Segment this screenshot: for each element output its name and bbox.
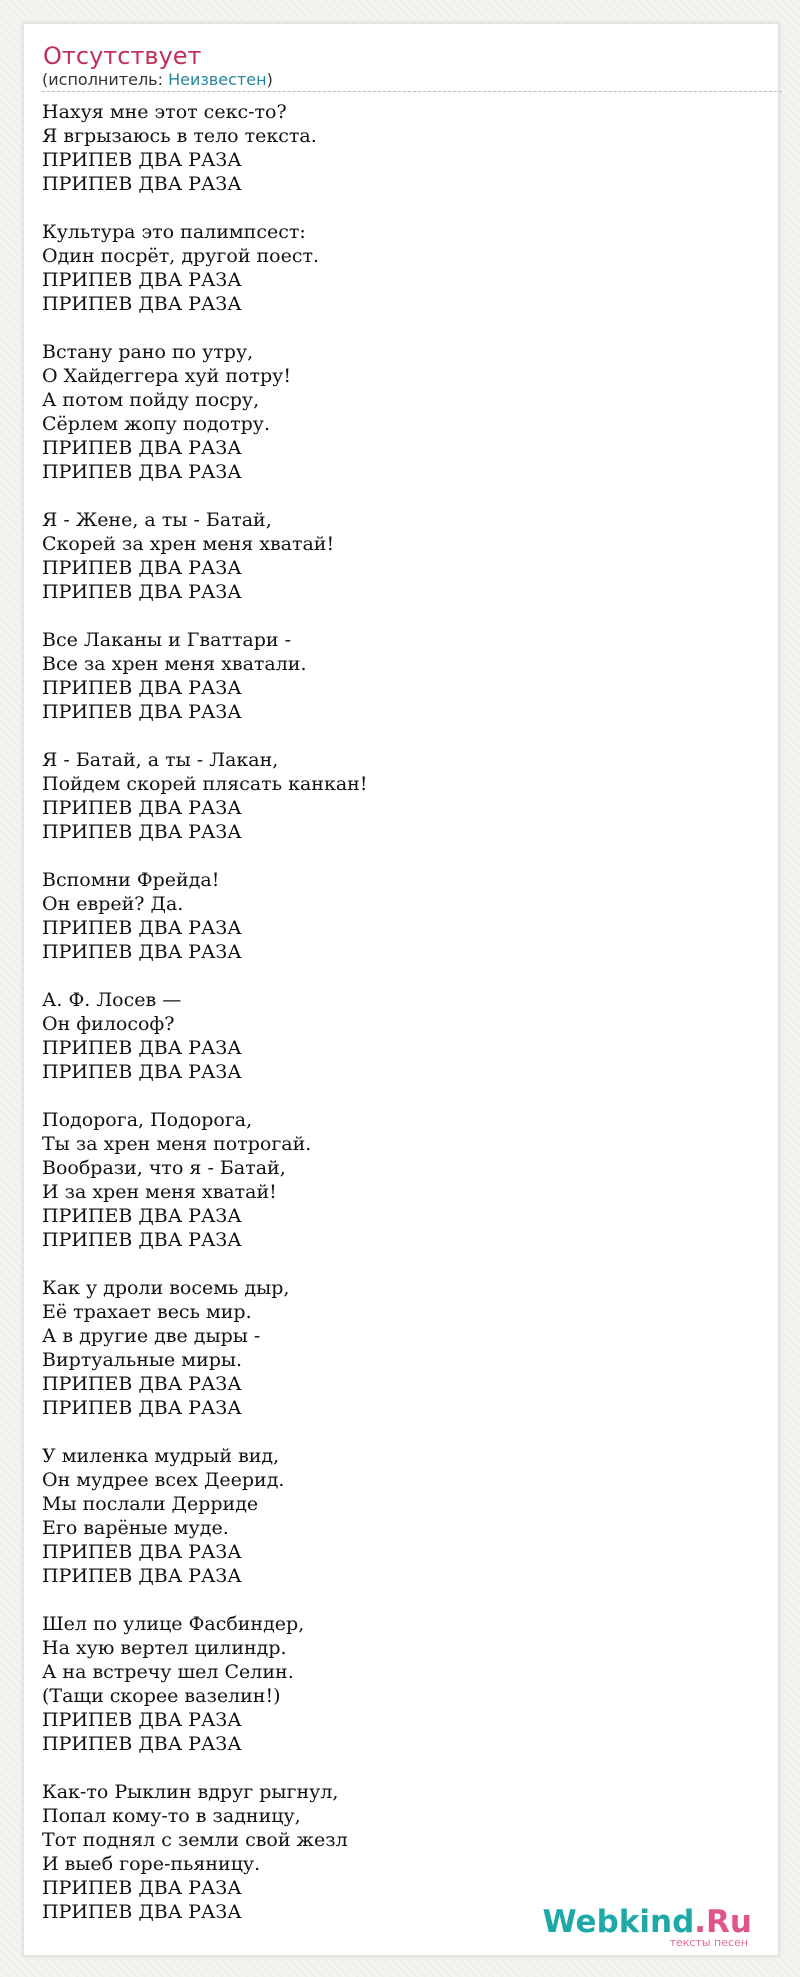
stanza [42,220,367,316]
lyric-line: О Хайдеггера хуй потру! [42,365,291,387]
stanza [42,1780,367,1924]
lyric-line: Культура это палимпсест: [42,221,306,243]
lyric-line: ПРИПЕВ ДВА РАЗА [42,269,242,291]
lyric-line: Он еврей? Да. [42,893,184,915]
stanza [42,748,367,844]
lyric-line: Шел по улице Фасбиндер, [42,1613,305,1635]
lyric-line: Пойдем скорей плясать канкан! [42,773,368,795]
lyric-line: ПРИПЕВ ДВА РАЗА [42,149,242,171]
lyrics-body [42,100,367,1948]
lyric-line: ПРИПЕВ ДВА РАЗА [42,461,242,483]
lyric-line: Один посрёт, другой поест. [42,245,320,267]
lyric-line: А на встречу шел Селин. [42,1661,294,1683]
lyric-line: И выеб горе-пьяницу. [42,1853,261,1875]
lyric-line: ПРИПЕВ ДВА РАЗА [42,941,242,963]
lyric-line: ПРИПЕВ ДВА РАЗА [42,581,242,603]
lyric-line: ПРИПЕВ ДВА РАЗА [42,677,242,699]
lyric-line: Виртуальные миры. [42,1349,243,1371]
lyric-line: ПРИПЕВ ДВА РАЗА [42,1901,242,1923]
lyric-line: Я - Батай, а ты - Лакан, [42,749,279,771]
lyric-line: ПРИПЕВ ДВА РАЗА [42,821,242,843]
lyric-line: ПРИПЕВ ДВА РАЗА [42,557,242,579]
lyric-line: Как-то Рыклин вдруг рыгнул, [42,1781,339,1803]
lyric-line: Сёрлем жопу подотру. [42,413,271,435]
artist-link[interactable]: Неизвестен [168,70,267,89]
lyric-line: ПРИПЕВ ДВА РАЗА [42,797,242,819]
lyric-line: ПРИПЕВ ДВА РАЗА [42,701,242,723]
lyric-line: ПРИПЕВ ДВА РАЗА [42,293,242,315]
lyric-line: ПРИПЕВ ДВА РАЗА [42,1205,242,1227]
artist-prefix: (исполнитель: [42,70,169,89]
lyric-line: (Тащи скорее вазелин!) [42,1685,281,1707]
lyric-line: Её трахает весь мир. [42,1301,252,1323]
lyric-line: Мы послали Дерриде [42,1493,259,1515]
lyric-line: ПРИПЕВ ДВА РАЗА [42,1229,242,1251]
stanza [42,628,367,724]
site-logo[interactable] [542,1906,752,1949]
lyric-line: Вообрази, что я - Батай, [42,1157,286,1179]
lyric-line: Нахуя мне этот секс-то? [42,101,287,123]
lyric-line: ПРИПЕВ ДВА РАЗА [42,1709,242,1731]
logo-domain-suffix: .Ru [694,1904,752,1940]
stanza [42,988,367,1084]
lyric-line: ПРИПЕВ ДВА РАЗА [42,917,242,939]
lyric-line: Все Лаканы и Гваттари - [42,629,292,651]
logo-tagline: тексты песен [669,1936,748,1949]
song-title: Отсутствует [43,42,202,70]
lyric-line: Тот поднял с земли свой жезл [42,1829,348,1851]
stanza [42,1612,367,1756]
lyric-line: Я - Жене, а ты - Батай, [42,509,272,531]
lyric-line: А в другие две дыры - [42,1325,261,1347]
stanza [42,340,367,484]
lyric-line: Скорей за хрен меня хватай! [42,533,335,555]
lyric-line: ПРИПЕВ ДВА РАЗА [42,1061,242,1083]
lyric-line: ПРИПЕВ ДВА РАЗА [42,173,242,195]
artist-suffix: ) [266,70,273,89]
lyric-line: Вспомни Фрейда! [42,869,220,891]
lyric-line: А. Ф. Лосев — [42,989,182,1011]
lyric-line: ПРИПЕВ ДВА РАЗА [42,1565,242,1587]
lyric-line: А потом пойду посру, [42,389,260,411]
lyric-line: Он мудрее всех Деерид. [42,1469,285,1491]
artist-line [42,70,782,92]
lyric-line: ПРИПЕВ ДВА РАЗА [42,437,242,459]
lyric-line: ПРИПЕВ ДВА РАЗА [42,1037,242,1059]
lyric-line: Подорога, Подорога, [42,1109,253,1131]
stanza [42,100,367,196]
lyric-line: У миленка мудрый вид, [42,1445,280,1467]
stanza [42,1444,367,1588]
lyrics-card [23,23,779,1956]
stanza [42,1276,367,1420]
stanza [42,508,367,604]
lyric-line: Его варёные муде. [42,1517,229,1539]
lyric-line: Ты за хрен меня потрогай. [42,1133,312,1155]
lyric-line: ПРИПЕВ ДВА РАЗА [42,1397,242,1419]
logo-wordmark: Webkind.Ru [542,1904,752,1940]
lyric-line: ПРИПЕВ ДВА РАЗА [42,1733,242,1755]
lyric-line: Попал кому-то в задницу, [42,1805,301,1827]
lyric-line: Как у дроли восемь дыр, [42,1277,290,1299]
stanza [42,868,367,964]
lyric-line: На хую вертел цилиндр. [42,1637,287,1659]
lyric-line: Он философ? [42,1013,175,1035]
lyric-line: Встану рано по утру, [42,341,254,363]
lyric-line: ПРИПЕВ ДВА РАЗА [42,1541,242,1563]
lyric-line: ПРИПЕВ ДВА РАЗА [42,1877,242,1899]
lyric-line: Я вгрызаюсь в тело текста. [42,125,317,147]
lyric-line: ПРИПЕВ ДВА РАЗА [42,1373,242,1395]
stanza [42,1108,367,1252]
lyric-line: И за хрен меня хватай! [42,1181,277,1203]
lyric-line: Все за хрен меня хватали. [42,653,307,675]
